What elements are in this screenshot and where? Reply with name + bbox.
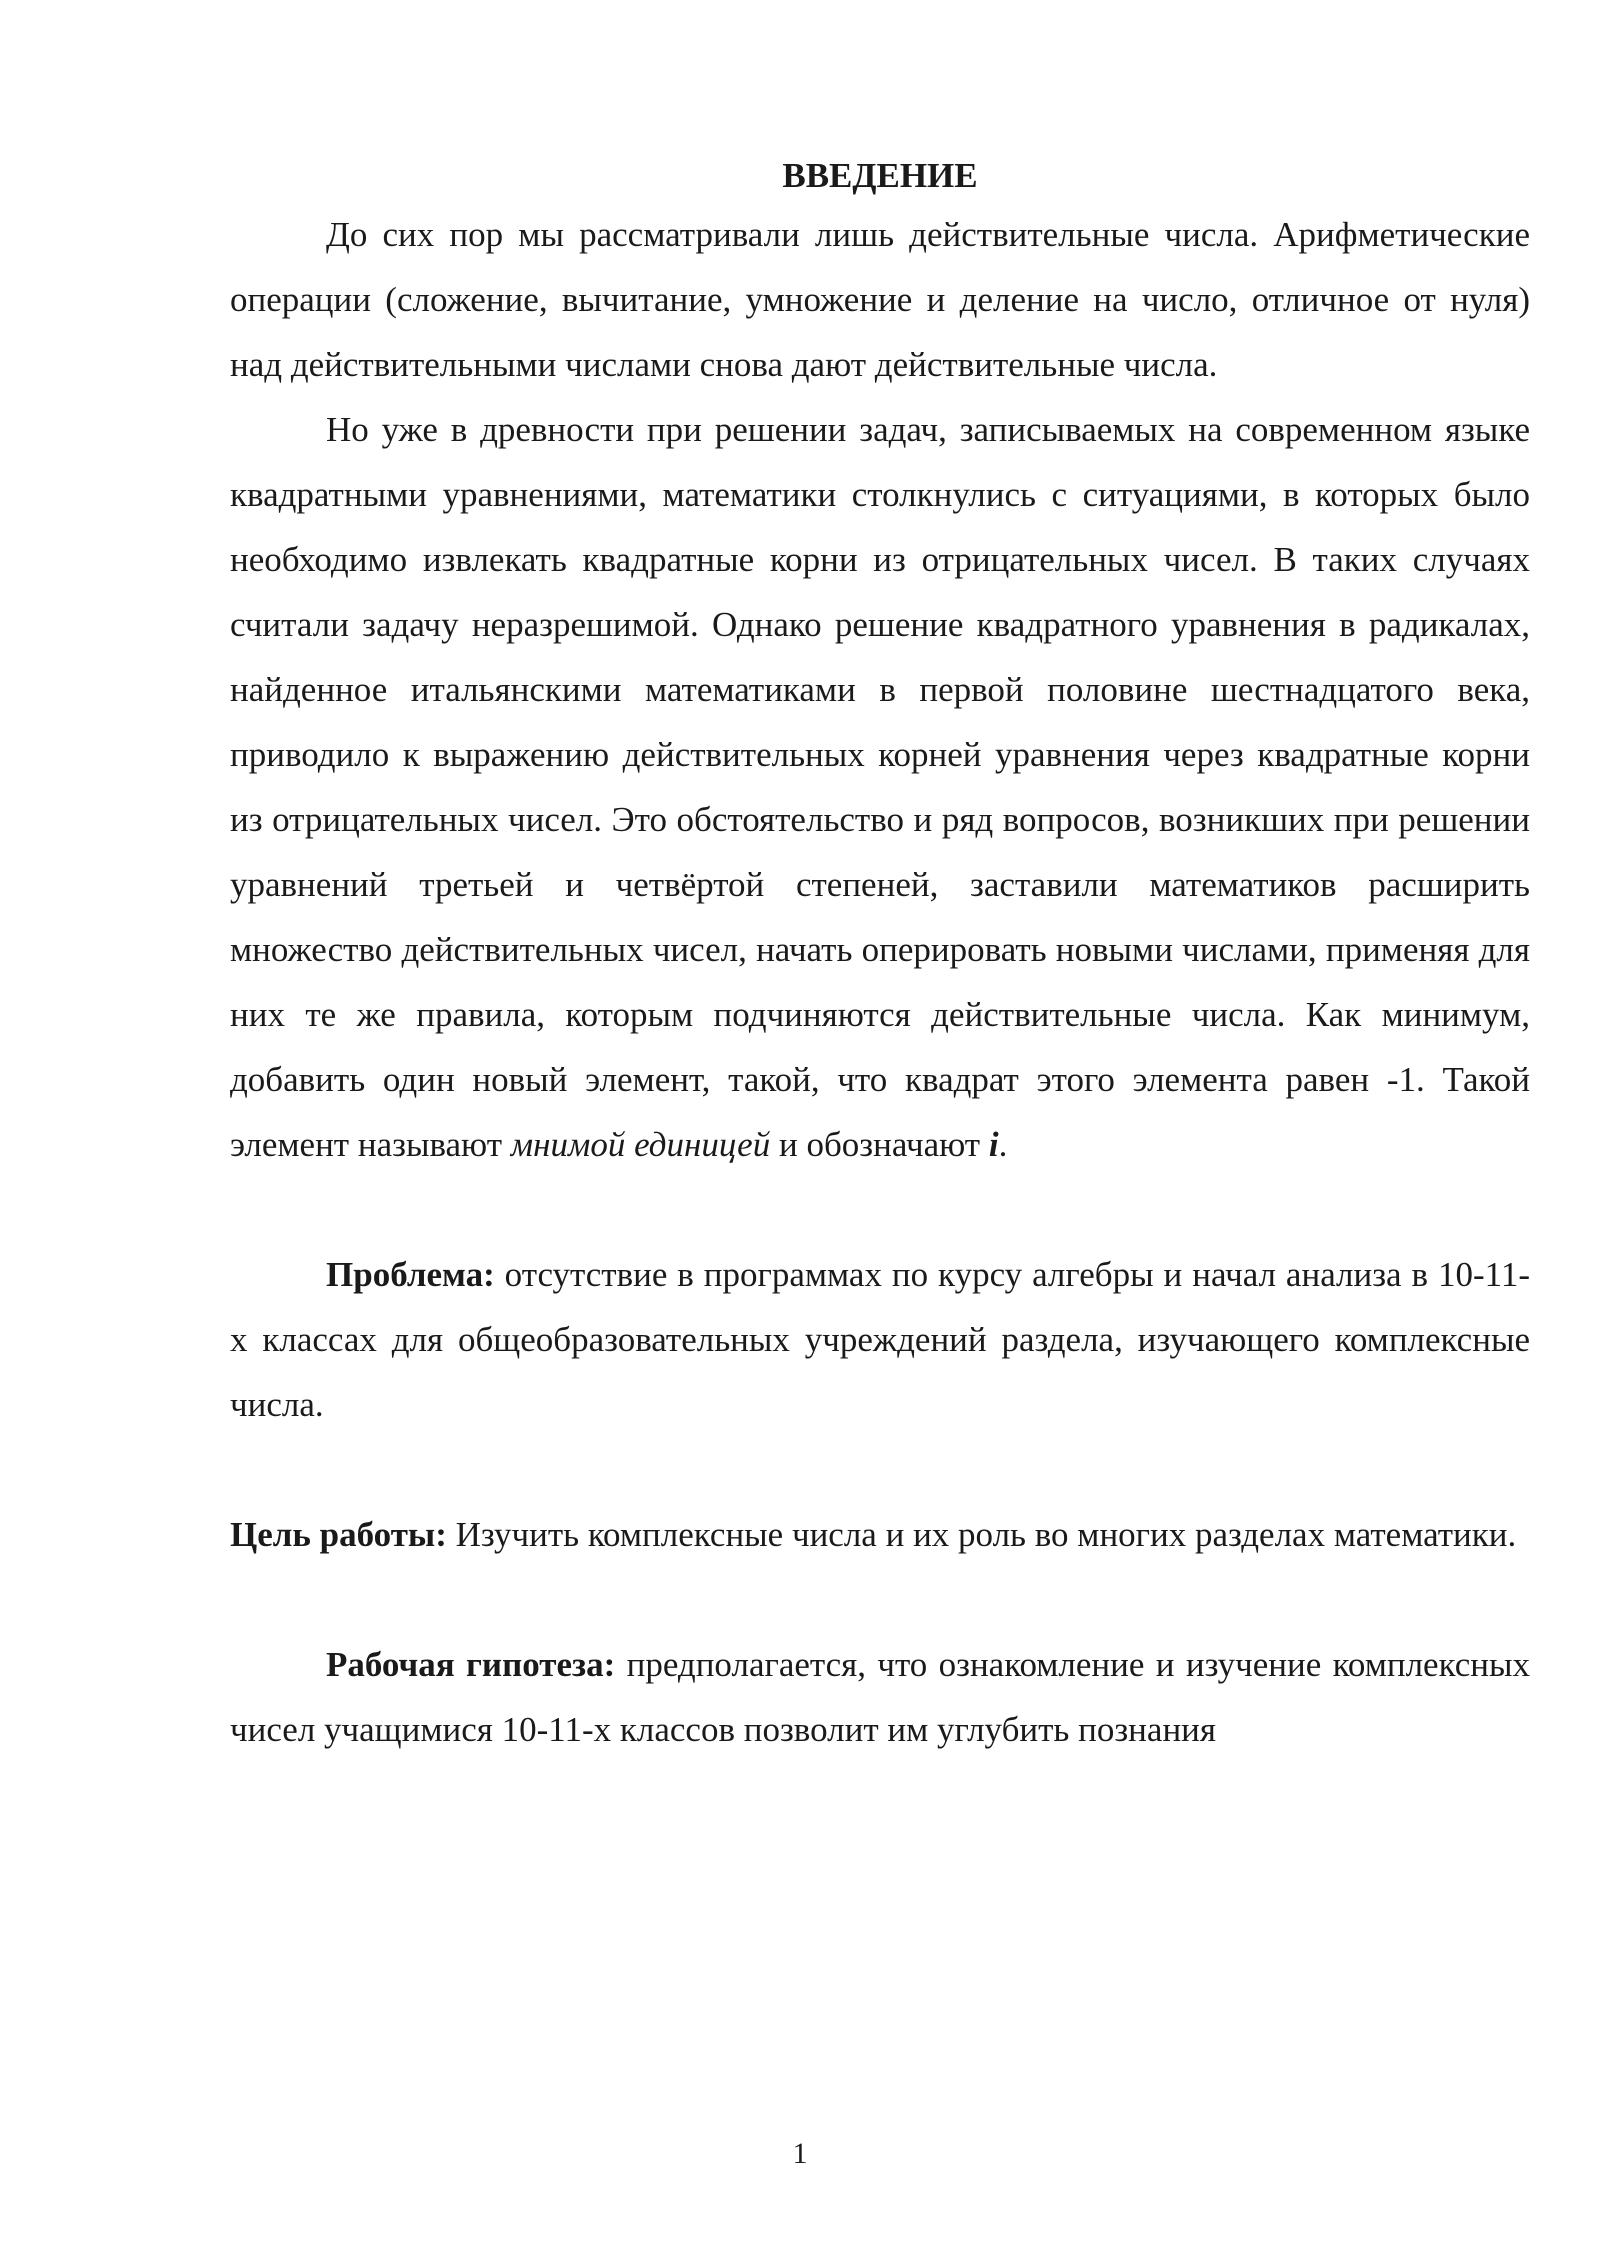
goal-text: Изучить комплексные числа и их роль во многих разделах математики.: [446, 1515, 1517, 1554]
spacer: [230, 1437, 1530, 1502]
paragraph-problem: [230, 1242, 1530, 1437]
hypothesis-text: предполагается, что ознакомление и изучение комплексных чисел учащимися 10-11-х классов позволит им углубить познания: [230, 1645, 1530, 1749]
problem-text: отсутствие в программах по курсу алгебры и начал анализа в 10-11-х классах для общеобразовательных учреждений раздела, изучающего комплексные числа.: [230, 1255, 1530, 1424]
paragraph-history-end: .: [998, 1125, 1008, 1164]
page-number: 1: [792, 2137, 808, 2170]
section-title: ВВЕДЕНИЕ: [782, 156, 978, 195]
hypothesis-label: Рабочая гипотеза:: [326, 1645, 616, 1684]
paragraph-hypothesis: [230, 1632, 1530, 1762]
goal-label: Цель работы:: [230, 1515, 447, 1554]
symbol-i: i: [988, 1125, 999, 1164]
paragraph-history: [230, 397, 1530, 1177]
term-imaginary-unit: мнимой единицей: [510, 1125, 771, 1164]
problem-label: Проблема:: [326, 1255, 495, 1294]
spacer: [230, 1177, 1530, 1242]
paragraph-intro: До сих пор мы рассматривали лишь действительные числа. Арифметические операции (сложение, вычитание, умножение и деление на число, отличное от нуля) над действительными числами снова дают действительные числа.: [230, 215, 1530, 384]
spacer: [230, 1567, 1530, 1632]
document-body: [230, 150, 1530, 1762]
paragraph-goal: [230, 1502, 1530, 1567]
paragraph-history-text: Но уже в древности при решении задач, записываемых на современном языке квадратными уравнениями, математики столкнулись с ситуациями, в которых было необходимо извлекать квадратные корни из отрицательных чисел. В таких случаях считали задачу неразрешимой. Однако решение квадратного уравнения в радикалах, найденное итальянскими математиками в первой половине шестнадцатого века, приводило к выражению действительных корней уравнения через квадратные корни из отрицательных чисел. Это обстоятельство и ряд вопросов, возникших при решении уравнений третьей и четвёртой степеней, заставили математиков расширить множество действительных чисел, начать оперировать новыми числами, применяя для них те же правила, которым подчиняются действительные числа. Как минимум, добавить один новый элемент, такой, что квадрат этого элемента равен -1. Такой элемент называют: [230, 410, 1530, 1164]
paragraph-history-middle: и обозначают: [770, 1125, 989, 1164]
